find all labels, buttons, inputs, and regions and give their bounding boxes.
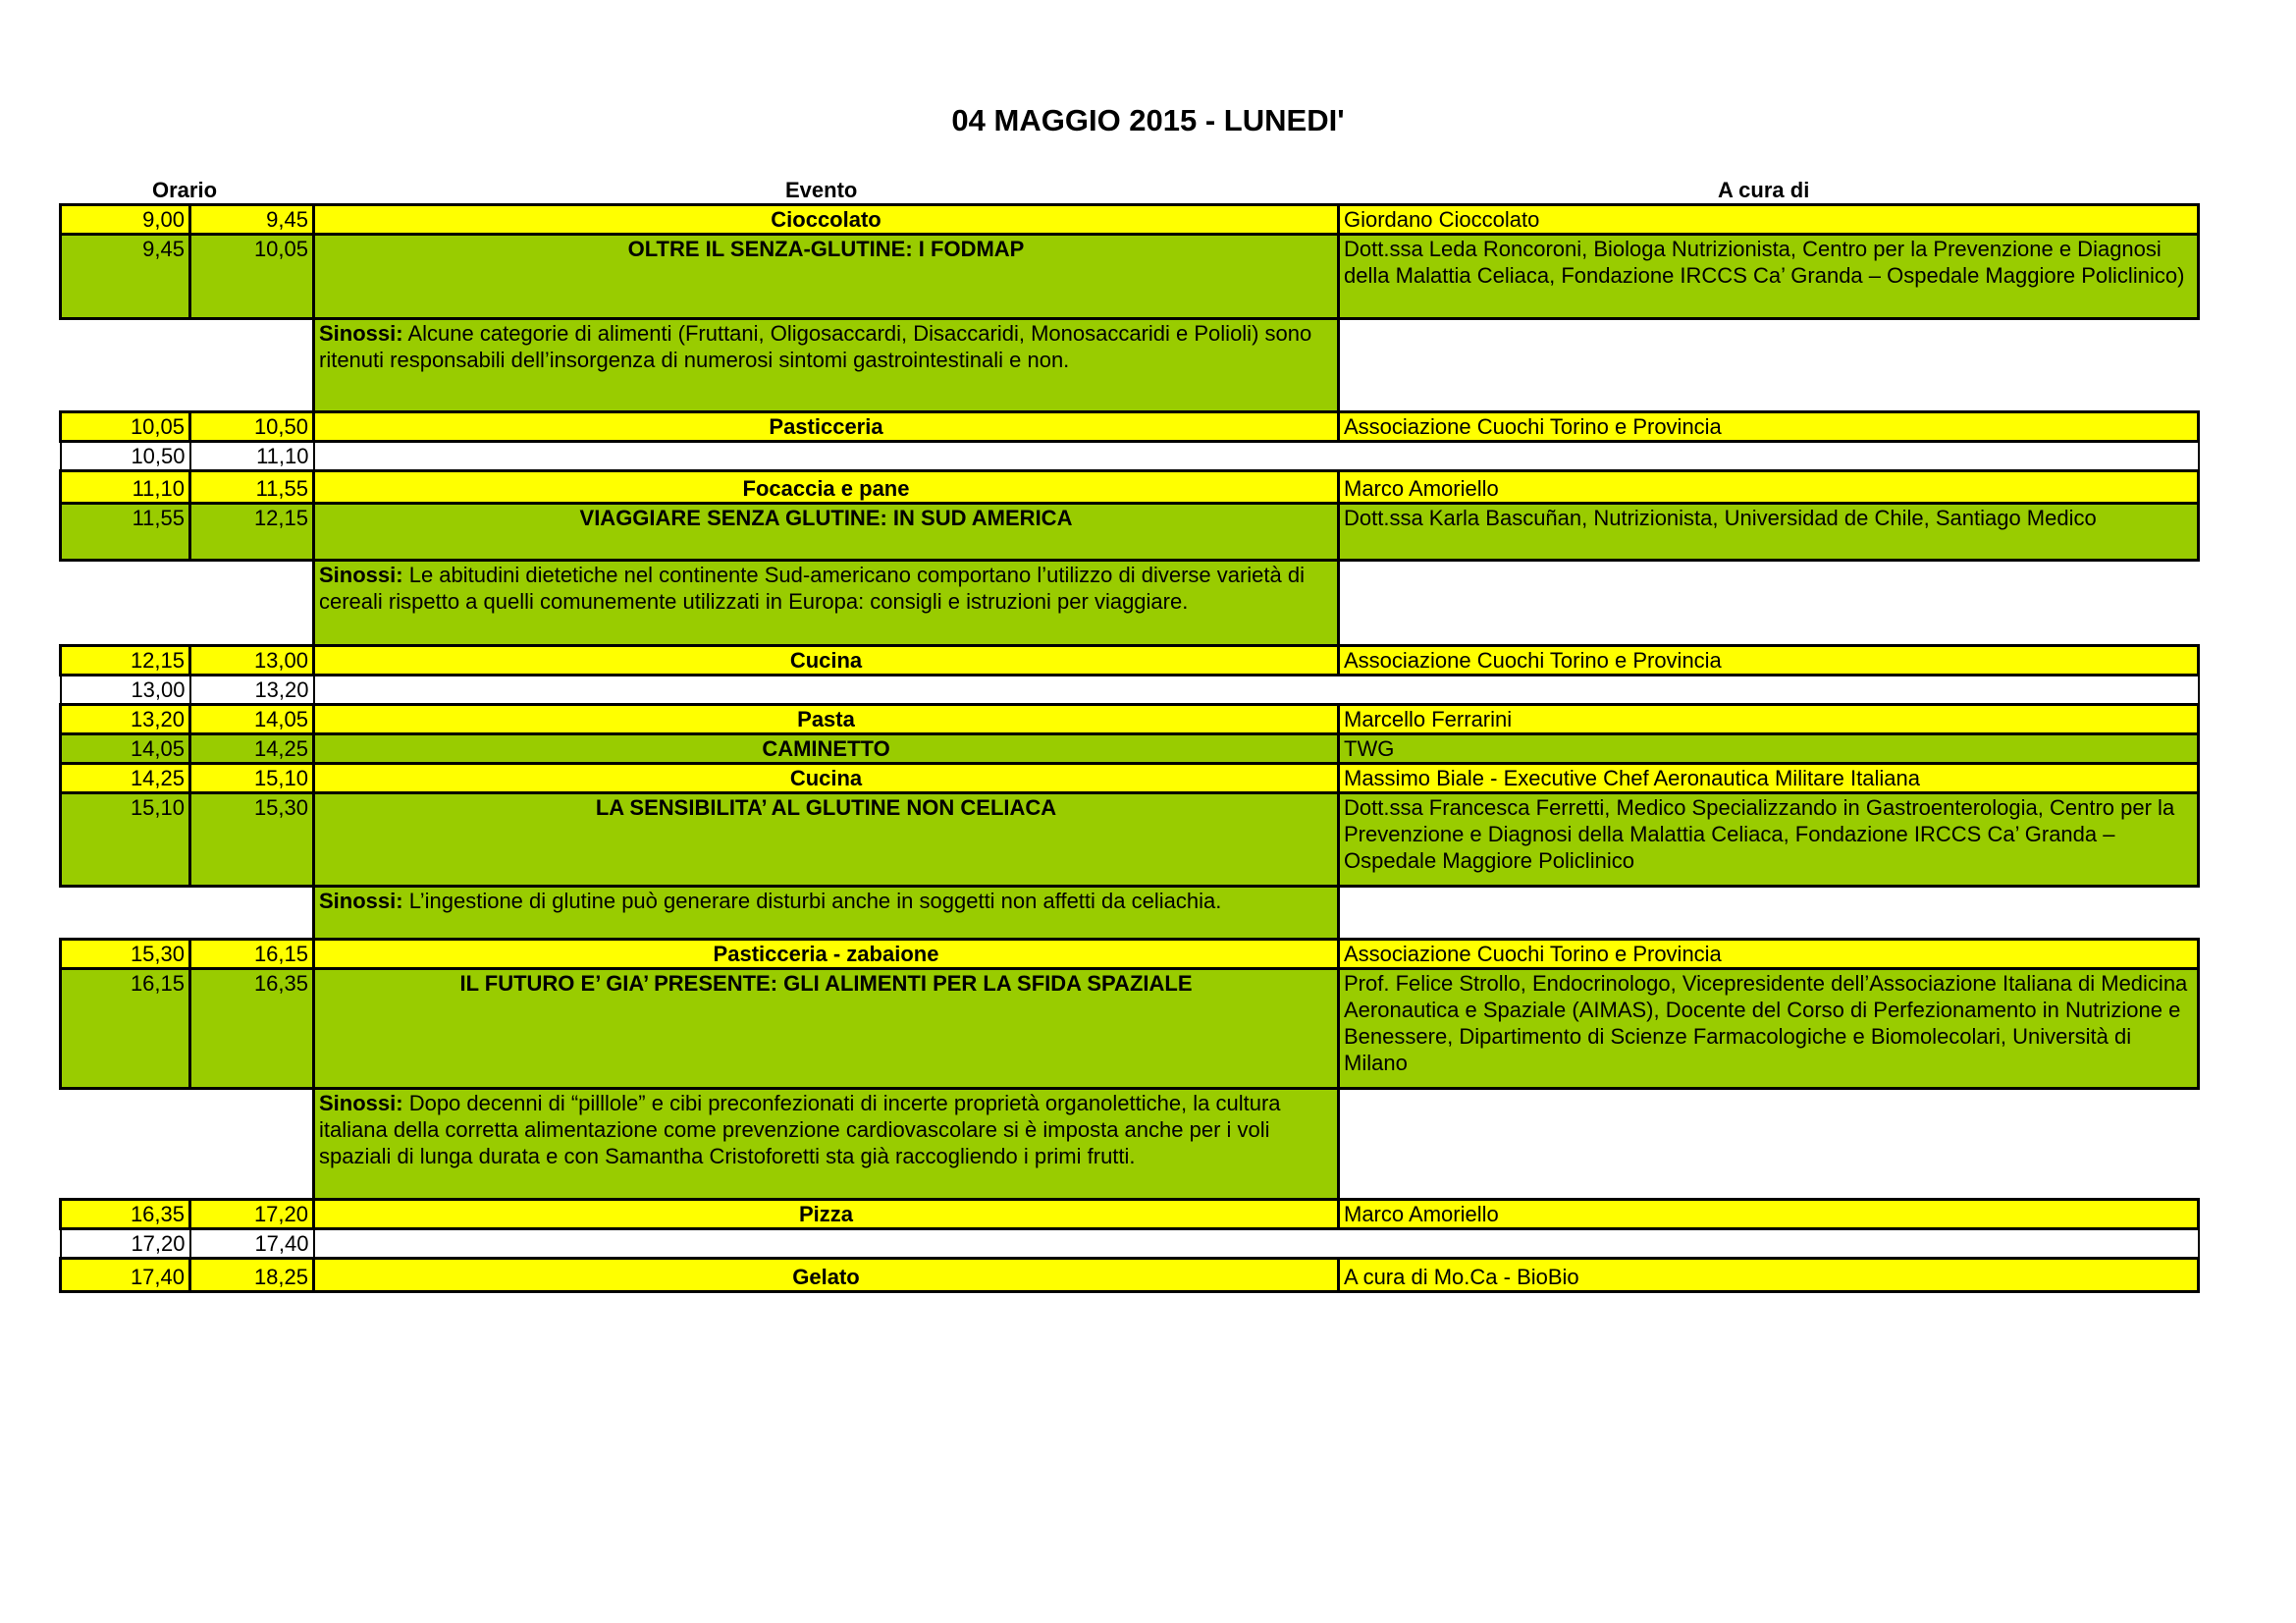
synopsis-row: [61, 887, 2199, 940]
start-time: 17,40: [61, 1259, 190, 1292]
event-title: Cioccolato: [314, 205, 1339, 235]
synopsis-spacer-right: [1339, 319, 2199, 412]
event-author: TWG: [1339, 734, 2199, 764]
event-author: Associazione Cuochi Torino e Provincia: [1339, 412, 2199, 442]
synopsis-label: Sinossi:: [319, 1091, 403, 1115]
synopsis-spacer-right: [1339, 1089, 2199, 1200]
event-author: Giordano Cioccolato: [1339, 205, 2199, 235]
synopsis-label: Sinossi:: [319, 889, 403, 913]
empty-cell: [314, 442, 2199, 471]
event-author: Dott.ssa Karla Bascuñan, Nutrizionista, Universidad de Chile, Santiago Medico: [1339, 504, 2199, 561]
event-author: Dott.ssa Francesca Ferretti, Medico Specializzando in Gastroenterologia, Centro per la Prevenzione e Diagnosi della Malattia Celiaca, Fondazione IRCCS Ca’ Granda – Ospedale Maggiore Policlinico: [1339, 793, 2199, 887]
synopsis-spacer-right: [1339, 561, 2199, 646]
start-time: 9,45: [61, 235, 190, 319]
synopsis-spacer: [61, 887, 314, 940]
empty-cell: [314, 1229, 2199, 1259]
synopsis-label: Sinossi:: [319, 563, 403, 587]
synopsis-text: Dopo decenni di “pilllole” e cibi preconfezionati di incerte proprietà organolettiche, la cultura italiana della corretta alimentazione come prevenzione cardiovascolare si è imposta anche per i voli spaziali di lunga durata e con Samantha Cristoforetti sta già raccogliendo i primi frutti.: [319, 1091, 1281, 1168]
end-time: 15,30: [190, 793, 314, 887]
header-acura: A cura di: [1718, 178, 1810, 202]
synopsis-text: Alcune categorie di alimenti (Fruttani, Oligosaccardi, Disaccaridi, Monosaccaridi e Polioli) sono ritenuti responsabili dell’insorgenza di numerosi sintomi gastrointestinali e non.: [319, 321, 1312, 372]
end-time: 14,05: [190, 705, 314, 734]
event-author: Associazione Cuochi Torino e Provincia: [1339, 940, 2199, 969]
synopsis-spacer-right: [1339, 887, 2199, 940]
event-title: Pasticceria - zabaione: [314, 940, 1339, 969]
synopsis-cell: [314, 561, 1339, 646]
table-header: [59, 178, 2197, 201]
cooking-row: [61, 940, 2199, 969]
synopsis-cell: [314, 887, 1339, 940]
cooking-row: [61, 646, 2199, 676]
event-author: Marcello Ferrarini: [1339, 705, 2199, 734]
start-time: 15,30: [61, 940, 190, 969]
start-time: 14,05: [61, 734, 190, 764]
end-time: 13,20: [190, 676, 314, 705]
break-row: [61, 442, 2199, 471]
event-author: Prof. Felice Strollo, Endocrinologo, Vicepresidente dell’Associazione Italiana di Medicina Aeronautica e Spaziale (AIMAS), Docente del Corso di Perfezionamento in Nutrizione e Benessere, Dipartimento di Scienze Farmacologiche e Biomolecolari, Università di Milano: [1339, 969, 2199, 1089]
event-title: Cucina: [314, 764, 1339, 793]
event-author: Marco Amoriello: [1339, 471, 2199, 504]
schedule-table: [59, 203, 2200, 1293]
end-time: 14,25: [190, 734, 314, 764]
synopsis-row: [61, 561, 2199, 646]
event-title: Pasticceria: [314, 412, 1339, 442]
event-title: IL FUTURO E’ GIA’ PRESENTE: GLI ALIMENTI PER LA SFIDA SPAZIALE: [314, 969, 1339, 1089]
cooking-row: [61, 1259, 2199, 1292]
start-time: 9,00: [61, 205, 190, 235]
header-evento: Evento: [785, 178, 858, 202]
event-author: Marco Amoriello: [1339, 1200, 2199, 1229]
synopsis-row: [61, 1089, 2199, 1200]
talk-row: [61, 793, 2199, 887]
synopsis-spacer: [61, 561, 314, 646]
synopsis-text: L’ingestione di glutine può generare disturbi anche in soggetti non affetti da celiachia.: [408, 889, 1222, 913]
event-author: A cura di Mo.Ca - BioBio: [1339, 1259, 2199, 1292]
synopsis-text: Le abitudini dietetiche nel continente Sud-americano comportano l’utilizzo di diverse varietà di cereali rispetto a quelli comunemente utilizzati in Europa: consigli e istruzioni per viaggiare.: [319, 563, 1306, 614]
talk-row: [61, 504, 2199, 561]
synopsis-label: Sinossi:: [319, 321, 403, 346]
end-time: 10,50: [190, 412, 314, 442]
end-time: 18,25: [190, 1259, 314, 1292]
cooking-row: [61, 205, 2199, 235]
start-time: 11,55: [61, 504, 190, 561]
cooking-row: [61, 412, 2199, 442]
cooking-row: [61, 705, 2199, 734]
start-time: 15,10: [61, 793, 190, 887]
empty-cell: [314, 676, 2199, 705]
break-row: [61, 676, 2199, 705]
synopsis-cell: [314, 1089, 1339, 1200]
synopsis-row: [61, 319, 2199, 412]
start-time: 11,10: [61, 471, 190, 504]
end-time: 17,40: [190, 1229, 314, 1259]
end-time: 17,20: [190, 1200, 314, 1229]
start-time: 13,00: [61, 676, 190, 705]
end-time: 16,35: [190, 969, 314, 1089]
talk-row: [61, 235, 2199, 319]
start-time: 16,15: [61, 969, 190, 1089]
break-row: [61, 1229, 2199, 1259]
event-author: Dott.ssa Leda Roncoroni, Biologa Nutrizionista, Centro per la Prevenzione e Diagnosi della Malattia Celiaca, Fondazione IRCCS Ca’ Granda – Ospedale Maggiore Policlinico): [1339, 235, 2199, 319]
end-time: 16,15: [190, 940, 314, 969]
start-time: 10,50: [61, 442, 190, 471]
start-time: 14,25: [61, 764, 190, 793]
synopsis-cell: [314, 319, 1339, 412]
cooking-row: [61, 764, 2199, 793]
event-title: VIAGGIARE SENZA GLUTINE: IN SUD AMERICA: [314, 504, 1339, 561]
start-time: 12,15: [61, 646, 190, 676]
synopsis-spacer: [61, 1089, 314, 1200]
event-title: Pizza: [314, 1200, 1339, 1229]
end-time: 11,55: [190, 471, 314, 504]
end-time: 13,00: [190, 646, 314, 676]
event-title: Gelato: [314, 1259, 1339, 1292]
synopsis-spacer: [61, 319, 314, 412]
end-time: 9,45: [190, 205, 314, 235]
talk-row: [61, 969, 2199, 1089]
start-time: 17,20: [61, 1229, 190, 1259]
event-author: Associazione Cuochi Torino e Provincia: [1339, 646, 2199, 676]
event-title: LA SENSIBILITA’ AL GLUTINE NON CELIACA: [314, 793, 1339, 887]
event-title: Focaccia e pane: [314, 471, 1339, 504]
event-title: Pasta: [314, 705, 1339, 734]
start-time: 10,05: [61, 412, 190, 442]
header-orario: Orario: [152, 178, 218, 202]
event-title: CAMINETTO: [314, 734, 1339, 764]
start-time: 13,20: [61, 705, 190, 734]
cooking-row: [61, 471, 2199, 504]
end-time: 12,15: [190, 504, 314, 561]
event-author: Massimo Biale - Executive Chef Aeronautica Militare Italiana: [1339, 764, 2199, 793]
end-time: 15,10: [190, 764, 314, 793]
event-title: Cucina: [314, 646, 1339, 676]
end-time: 10,05: [190, 235, 314, 319]
end-time: 11,10: [190, 442, 314, 471]
cooking-row: [61, 1200, 2199, 1229]
start-time: 16,35: [61, 1200, 190, 1229]
page-title: 04 MAGGIO 2015 - LUNEDI': [951, 103, 1345, 137]
talk-row: [61, 734, 2199, 764]
event-title: OLTRE IL SENZA-GLUTINE: I FODMAP: [314, 235, 1339, 319]
